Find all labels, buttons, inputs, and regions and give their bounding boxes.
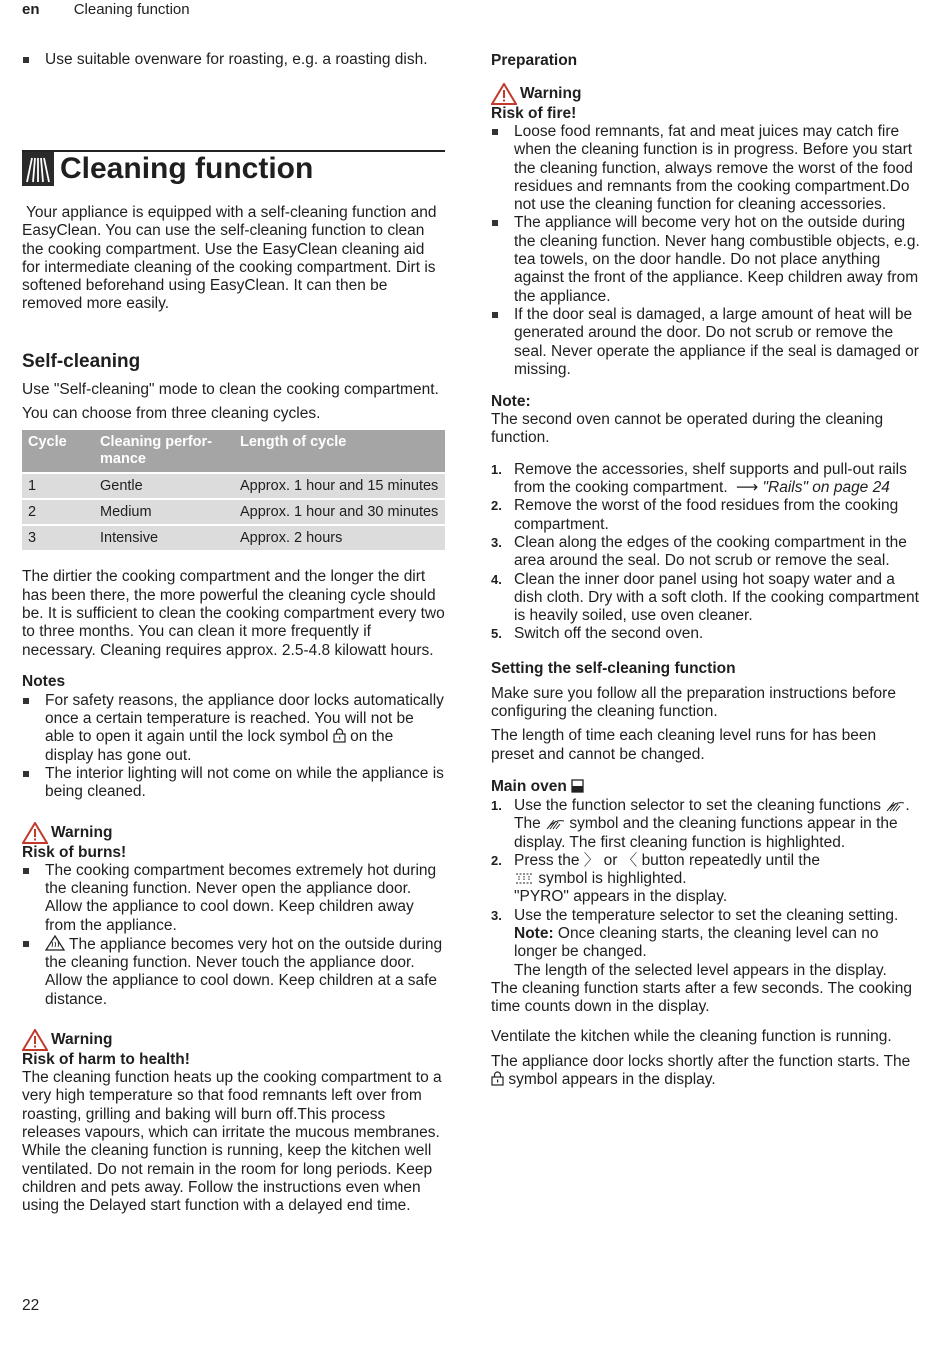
list-item: The appliance becomes very hot on the outside during the cleaning function. Never touch the appliance door. Allow the appliance to cool down. Keep children at a safe distance. [22,935,445,1009]
self-cleaning-heading: Self-cleaning [22,350,141,372]
warning-heading: Warning [491,83,921,105]
page-number: 22 [22,1297,40,1314]
main-oven-heading: Main oven [491,777,921,797]
table-row [22,473,445,499]
list-item: The cooking compartment becomes extremely hot during the cleaning function. Never open the appliance door. Allow the appliance to cool down. Keep children away from the appliance. [22,862,445,935]
table-cell: 2 [22,499,94,525]
col-header-length: Length of cycle [234,430,445,473]
sc-paragraph-1: Use "Self-cleaning" mode to clean the cooking compartment. [22,380,439,398]
table-row [22,499,445,525]
door-locks-text: The appliance door locks shortly after the function starts. The symbol appears in the display. [491,1052,911,1089]
sc-paragraph-2: You can choose from three cleaning cycles. [22,405,321,423]
dirt-paragraph: The dirtier the cooking compartment and the longer the dirt has been there, the more powerful the cleaning cycle should be. It is sufficient to clean the cooking compartment every two to three months. You can clean it more frequently if necessary. Cleaning requires approx. 2.5-4.8 kilowatt hours. [22,568,445,659]
table-cell: Approx. 1 hour and 30 minutes [234,499,445,525]
table-cell: Intensive [94,525,234,550]
cleaning-symbol-icon [885,799,905,812]
hot-surface-warning-icon [45,935,65,951]
list-item: The appliance will become very hot on the outside during the cleaning function. Never hang combustible objects, e.g. tea towels, on the door handle. Do not place anything against the front of the appliance. Keep children away from the appliance. [491,214,921,305]
right-column [491,51,921,1089]
table-header-row [22,430,445,473]
chevron-right-icon: 〉 [583,851,600,869]
list-item: 5. Switch off the second oven. [491,625,704,643]
setting-paragraph-1: Make sure you follow all the preparation instructions before configuring the cleaning function. [491,684,896,721]
table-cell: Approx. 2 hours [234,525,445,550]
table-cell: Gentle [94,473,234,499]
chevron-left-icon: 〈 [621,851,638,869]
list-item: Use suitable ovenware for roasting, e.g. a roasting dish. [22,51,455,69]
warning-heading: Warning [22,1029,445,1051]
health-warning-text: The cleaning function heats up the cooking compartment to a very high temperature so that food remnants left over from roasting, grilling and baking will burn off.This process releases vapours, which can irritate the mucous membranes. While the cleaning function is running, keep the kitchen well ventilated. Do not remain in the room for long periods. Keep children and pets away. Follow the instructions even when using the Delayed start function with a delayed end time. [22,1069,442,1215]
list-item: 2. Remove the worst of the food residues from the cooking compartment. [491,497,899,533]
list-item: 3. Use the temperature selector to set the cleaning setting. Note: Once cleaning starts, the cleaning level can no longer be changed. The length of the selected level appears in the display. [491,906,899,979]
language-code: en [22,1,40,18]
note-heading: Note: [491,393,531,411]
arrow-icon: ⟶ [735,479,759,497]
list-item: 3. Clean along the edges of the cooking compartment in the area around the seal. Do not scrub or remove the seal. [491,533,907,570]
table-row [22,525,445,550]
table-cell: 3 [22,525,94,550]
list-item: If the door seal is damaged, a large amount of heat will be generated around the door. Do not scrub or remove the seal. Never operate the appliance if the seal is damaged or missing. [491,306,921,379]
table-cell: 1 [22,473,94,499]
lock-icon [333,728,346,743]
main-oven-icon [571,779,584,793]
warning-icon [491,83,517,105]
warning-title: Risk of fire! [491,105,577,122]
list-item: 1. Use the function selector to set the cleaning functions . The symbol and the cleaning functions appear in the display. The first cleaning function is highlighted. [491,796,910,851]
list-item: 1. Remove the accessories, shelf supports and pull-out rails from the cooking compartment. ⟶ "Rails" on page 24 [491,460,907,497]
setting-paragraph-2: The length of time each cleaning level runs for has been preset and cannot be changed. [491,727,877,763]
note-text: The second oven cannot be operated during the cleaning function. [491,411,884,447]
page-title: Cleaning function [60,152,314,185]
col-header-performance: Cleaning perfor- mance [94,430,234,473]
cleaning-function-icon [22,152,54,186]
warning-heading: Warning [22,822,445,844]
col-header-cycle: Cycle [22,430,94,473]
cleaning-cycles-table [22,430,445,550]
intro-paragraph: Your appliance is equipped with a self-cleaning function and EasyClean. You can use the self-cleaning function to clean the cooking compartment. Use the EasyClean cleaning aid for intermediate cleaning of the cooking compartment. Dirt is softened beforehand using EasyClean. It can then be removed more easily. [22,204,437,313]
list-item: Loose food remnants, fat and meat juices may catch fire when the cleaning function is in progress. Before you start the cleaning function, always remove the worst of the food residues and remnants from the cooking compartment.Do not use the cleaning function for cleaning accessories. [491,123,921,214]
cleaning-symbol-icon [545,817,565,830]
page-header [22,0,190,20]
warning-title: Risk of harm to health! [22,1051,190,1069]
pyro-symbol-icon [514,872,534,885]
list-item: 2. Press the 〉 or 〈 button repeatedly until the symbol is highlighted. "PYRO" appears in the display. [491,851,820,906]
warning-icon [22,822,48,844]
list-item: For safety reasons, the appliance door locks automatically once a certain temperature is reached. You will not be able to open it again until the lock symbol on the display has gone out. [22,692,445,765]
preparation-heading: Preparation [491,52,578,69]
section-title-block [22,150,445,186]
warning-icon [22,1029,48,1051]
table-cell: Approx. 1 hour and 15 minutes [234,473,445,499]
warning-title: Risk of burns! [22,843,127,861]
preparation-steps [491,461,921,644]
ventilate-text: Ventilate the kitchen while the cleaning function is running. [491,1028,892,1046]
list-item: 4. Clean the inner door panel using hot soapy water and a dish cloth. Dry with a soft cloth. If the cooking compartment is heavily soiled, use oven cleaner. [491,570,919,625]
table-cell: Medium [94,499,234,525]
after-steps-text: The cleaning function starts after a few seconds. The cooking time counts down in the display. [491,979,913,1016]
list-item: The interior lighting will not come on while the appliance is being cleaned. [22,765,445,802]
lock-icon [491,1071,504,1086]
header-section: Cleaning function [73,1,190,18]
left-body [22,204,445,1215]
setting-heading: Setting the self-cleaning function [491,659,736,677]
notes-heading: Notes [22,672,66,690]
page-link[interactable]: "Rails" on page 24 [762,479,890,497]
